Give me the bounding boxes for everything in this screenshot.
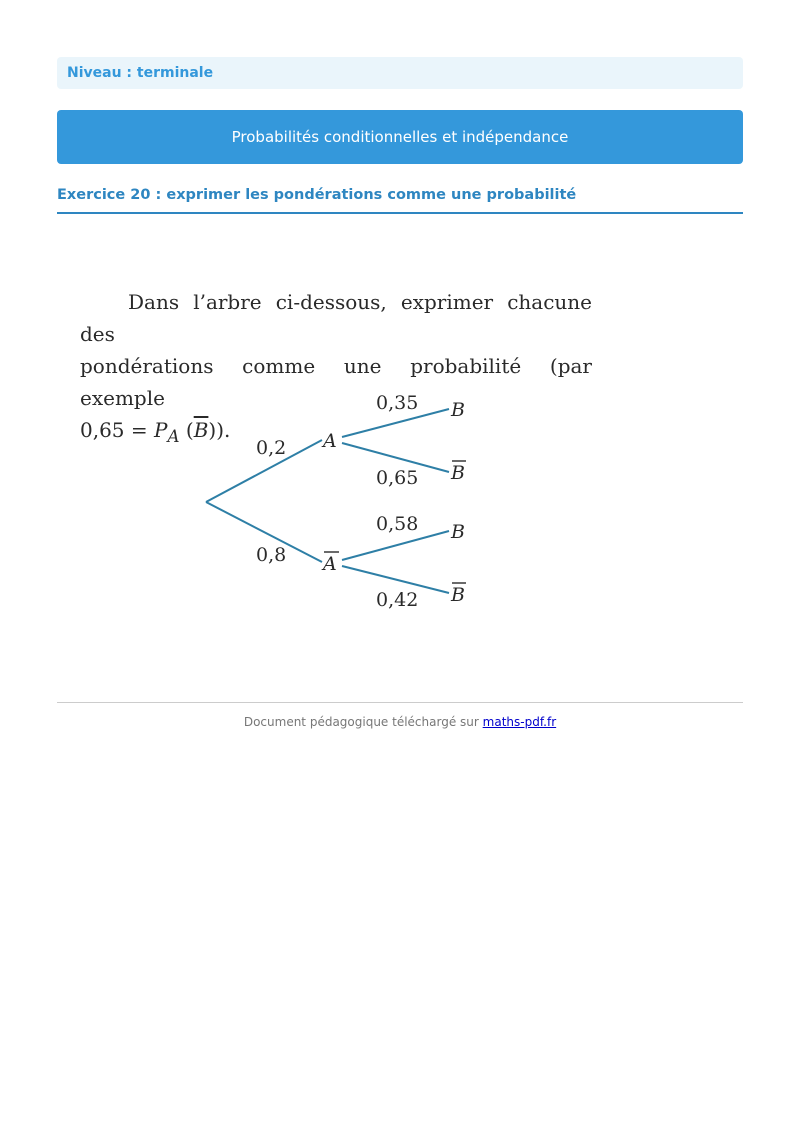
node-a-bar: A xyxy=(323,553,337,575)
node-a: A xyxy=(323,430,337,452)
node-b-2: B xyxy=(451,521,465,543)
tree-nodes xyxy=(321,399,466,606)
example-probability: P xyxy=(154,418,168,442)
node-b-bar-1: B xyxy=(451,462,465,484)
example-event: $\overline{B}$ xyxy=(193,418,209,442)
level-text: Niveau : terminale xyxy=(67,65,214,81)
branch-a-bar-to-b xyxy=(342,531,449,560)
exercise-title-text: Exercice 20 : exprimer les pondérations comme une probabilité xyxy=(57,187,577,203)
example-condition: A xyxy=(167,427,180,446)
weight-a-bar-b: 0,58 xyxy=(376,513,419,535)
weight-a-bar: 0,8 xyxy=(256,544,287,566)
node-b-bar-2: B xyxy=(451,584,465,606)
example-close-paren: )). xyxy=(208,418,231,442)
weight-a: 0,2 xyxy=(256,437,287,459)
statement-line-2: pondérations comme une probabilité (par exemple xyxy=(80,354,592,410)
weight-a-b: 0,35 xyxy=(376,392,419,414)
example-value: 0,65 = xyxy=(80,418,148,442)
statement-line-1: Dans l’arbre ci-dessous, exprimer chacune des xyxy=(80,290,592,346)
node-b-1: B xyxy=(451,399,465,421)
footer-divider xyxy=(57,702,743,703)
chapter-title: Probabilités conditionnelles et indépendance xyxy=(231,128,569,146)
footer xyxy=(57,715,743,729)
example-open-paren: ( xyxy=(185,418,194,442)
footer-link[interactable]: maths-pdf.fr xyxy=(482,715,557,729)
footer-text: Document pédagogique téléchargé sur xyxy=(243,715,479,729)
weight-a-b-bar: 0,65 xyxy=(376,467,419,489)
weight-a-bar-b-bar: 0,42 xyxy=(376,589,419,611)
